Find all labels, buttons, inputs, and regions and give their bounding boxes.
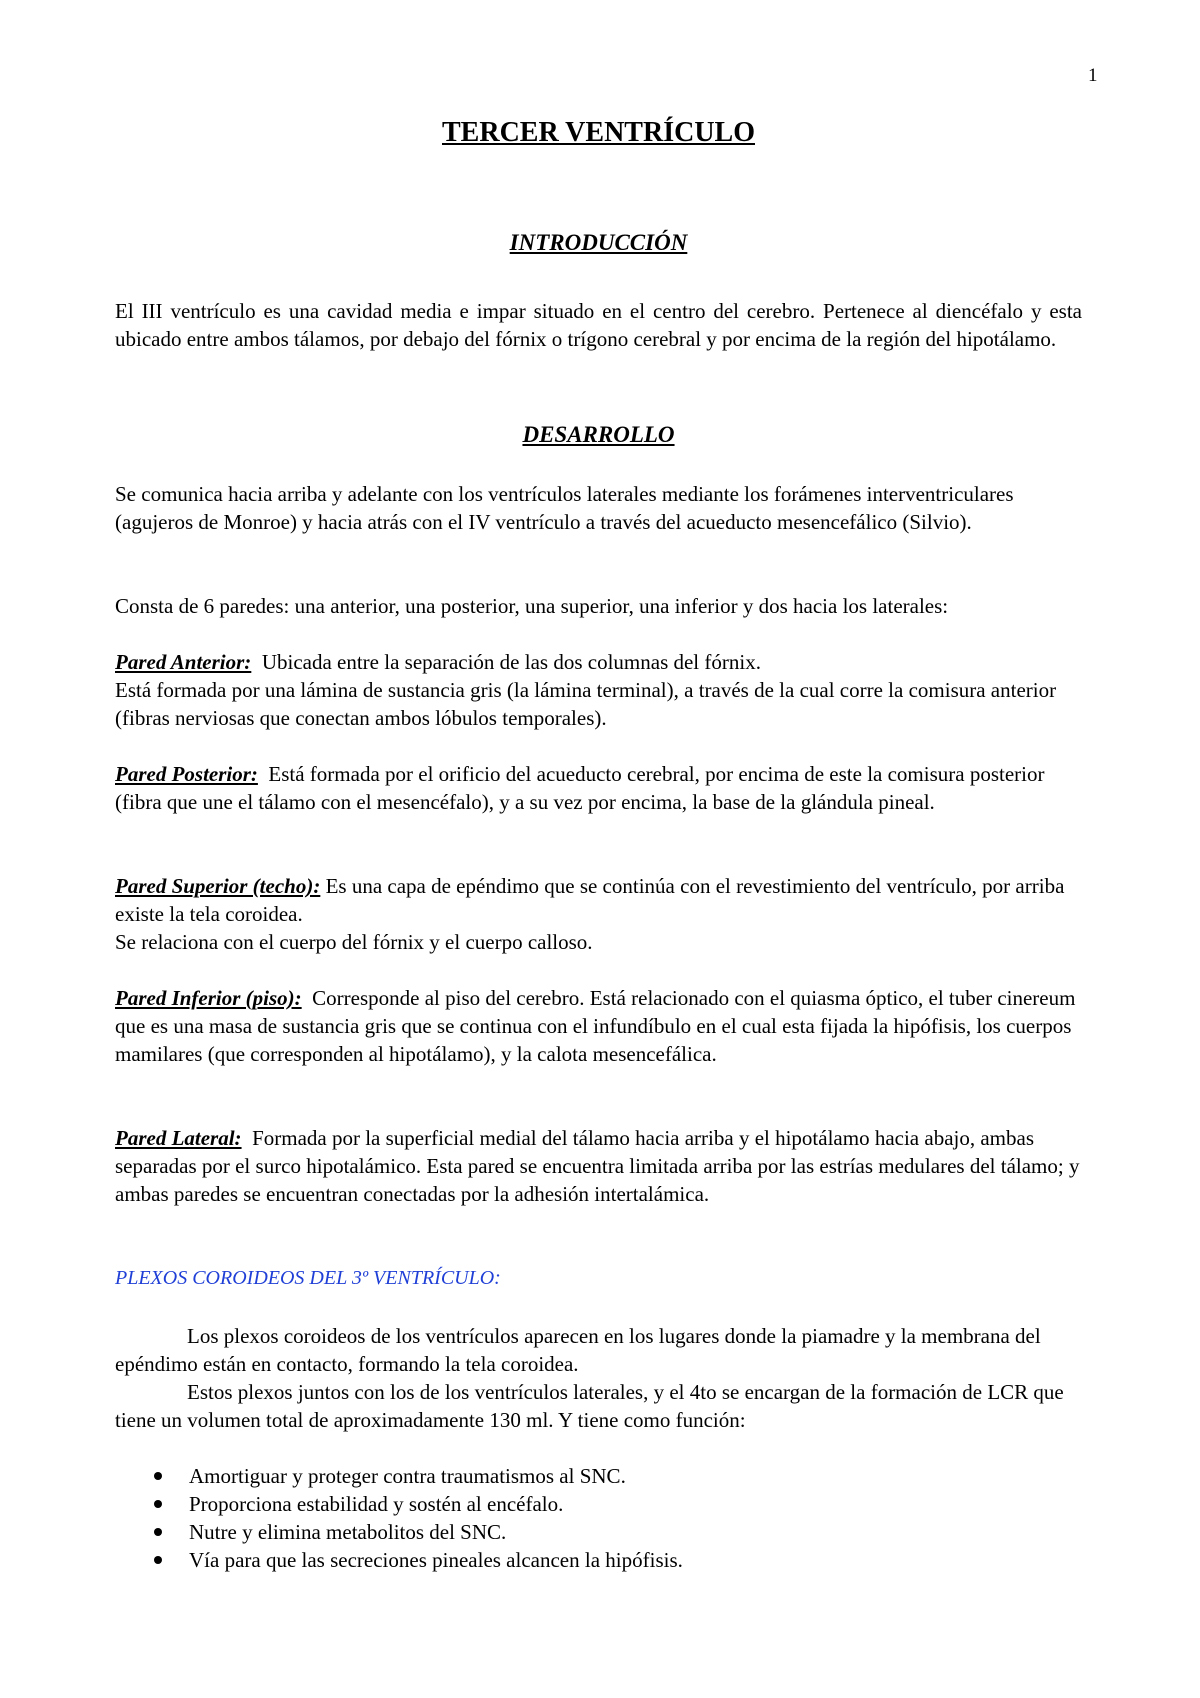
desarrollo-heading: DESARROLLO: [522, 422, 675, 447]
pared-superior-label: Pared Superior (techo):: [115, 874, 321, 898]
pared-lateral-text: Formada por la superficial medial del tálamo hacia arriba y el hipotálamo hacia abajo, ambas separadas por el surco hipotalámico. Esta pared se encuentra limitada arriba por las estrías medulares del tálamo; y ambas paredes se encuentran conectadas por la adhesión intertalámica.: [115, 1126, 1080, 1206]
intro-paragraph: El III ventrículo es una cavidad media e impar situado en el centro del cerebro. Pertenece al diencéfalo y esta ubicado entre ambos tálamos, por debajo del fórnix o trígono cerebral y por encima de la región del hipotálamo.: [115, 299, 1082, 351]
plexos-paragraph-2: Estos plexos juntos con los de los ventrículos laterales, y el 4to se encargan de la formación de LCR que tiene un volumen total de aproximadamente 130 ml. Y tiene como función:: [115, 1380, 1064, 1432]
bullet-icon: [154, 1500, 162, 1508]
list-item: [115, 1462, 1082, 1490]
pared-superior-block: [115, 872, 1082, 956]
pared-anterior-text-2: Está formada por una lámina de sustancia gris (la lámina terminal), a través de la cual corre la comisura anterior (fibras nerviosas que conectan ambos lóbulos temporales).: [115, 678, 1057, 730]
function-list: [115, 1462, 1082, 1574]
pared-inferior-label: Pared Inferior (piso):: [115, 986, 302, 1010]
page-number: 1: [1088, 65, 1098, 86]
desarrollo-paragraph-2: Consta de 6 paredes: una anterior, una posterior, una superior, una inferior y dos hacia los laterales:: [115, 594, 949, 618]
pared-lateral-label: Pared Lateral:: [115, 1126, 242, 1150]
list-item-text: Proporciona estabilidad y sostén al encéfalo.: [189, 1492, 564, 1516]
pared-lateral-block: [115, 1124, 1082, 1208]
pared-inferior-text: Corresponde al piso del cerebro. Está relacionado con el quiasma óptico, el tuber cinereum que es una masa de sustancia gris que se continua con el infundíbulo en el cual esta fijada la hipófisis, los cuerpos mamilares (que corresponden al hipotálamo), y la calota mesencefálica.: [115, 986, 1076, 1066]
page-title: TERCER VENTRÍCULO: [442, 117, 755, 148]
pared-posterior-text: Está formada por el orificio del acueducto cerebral, por encima de este la comisura posterior (fibra que une el tálamo con el mesencéfalo), y a su vez por encima, la base de la glándula pineal.: [115, 762, 1045, 814]
pared-anterior-text: Ubicada entre la separación de las dos columnas del fórnix.: [261, 650, 761, 674]
list-item-text: Nutre y elimina metabolitos del SNC.: [189, 1520, 507, 1544]
list-item-text: Amortiguar y proteger contra traumatismos al SNC.: [189, 1464, 626, 1488]
pared-posterior-block: [115, 760, 1082, 816]
pared-posterior-label: Pared Posterior:: [115, 762, 258, 786]
plexos-heading: PLEXOS COROIDEOS DEL 3º VENTRÍCULO:: [115, 1267, 501, 1289]
pared-superior-text-2: Se relaciona con el cuerpo del fórnix y el cuerpo calloso.: [115, 930, 593, 954]
pared-anterior-label: Pared Anterior:: [115, 650, 252, 674]
pared-superior-text: Es una capa de epéndimo que se continúa con el revestimiento del ventrículo, por arriba existe la tela coroidea.: [115, 874, 1065, 926]
pared-inferior-block: [115, 984, 1082, 1068]
pared-anterior-block: [115, 648, 1082, 732]
plexos-paragraph-1: Los plexos coroideos de los ventrículos aparecen en los lugares donde la piamadre y la membrana del epéndimo están en contacto, formando la tela coroidea.: [115, 1324, 1041, 1376]
intro-heading: INTRODUCCIÓN: [509, 230, 688, 255]
bullet-icon: [154, 1556, 162, 1564]
list-item: [115, 1518, 1082, 1546]
list-item: [115, 1490, 1082, 1518]
desarrollo-paragraph-1: Se comunica hacia arriba y adelante con los ventrículos laterales mediante los forámenes interventriculares (agujeros de Monroe) y hacia atrás con el IV ventrículo a través del acueducto mesencefálico (Silvio).: [115, 482, 1014, 534]
bullet-icon: [154, 1528, 162, 1536]
bullet-icon: [154, 1472, 162, 1480]
list-item: [115, 1546, 1082, 1574]
list-item-text: Vía para que las secreciones pineales alcancen la hipófisis.: [189, 1548, 683, 1572]
